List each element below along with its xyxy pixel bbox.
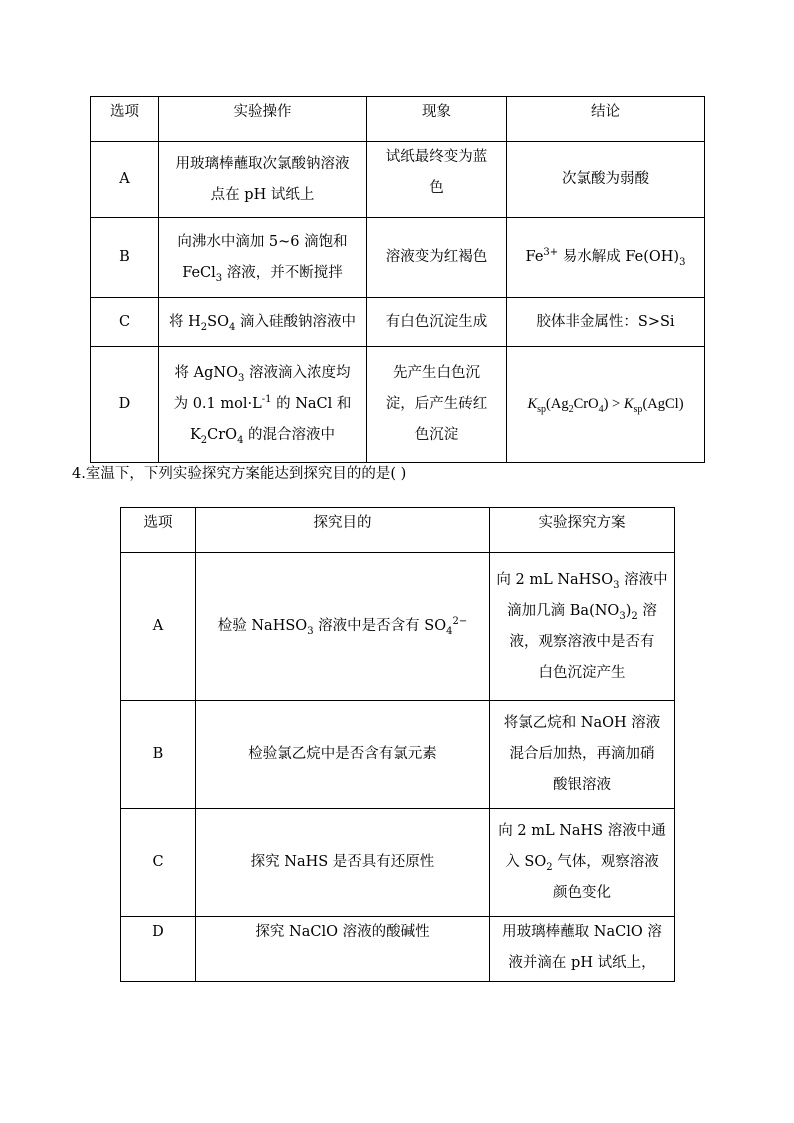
operation-cell: 用玻璃棒蘸取次氯酸钠溶液 点在 pH 试纸上 [159,142,367,218]
table-2 [120,507,675,982]
question-4-text: 4.室温下，下列实验探究方案能达到探究目的的是( ) [72,466,407,482]
table-row [91,218,705,298]
operation-cell: 向沸水中滴加 5~6 滴饱和 FeCl$_3$ 溶液，并不断搅拌 [159,218,367,298]
purpose-cell: 探究 NaClO 溶液的酸碱性 [196,917,490,982]
conclusion-cell: $K_{sp}(Ag_2CrO_4)$ > $K_{sp}(AgCl)$ [507,347,705,463]
table-row [121,917,675,982]
option-cell: D [121,917,196,982]
header-purpose: 探究目的 [196,508,490,553]
header-option: 选项 [91,97,159,142]
table-row [91,347,705,463]
option-cell: D [91,347,159,463]
table-header-row [91,97,705,142]
option-cell: B [91,218,159,298]
plan-cell: 向 2 mL NaHSO$_3$ 溶液中 滴加几滴 $Ba(NO_3)_2$ 溶 液，观察溶液中是否有 白色沉淀产生 [490,553,675,701]
plan-cell: 用玻璃棒蘸取 NaClO 溶 液并滴在 pH 试纸上， [490,917,675,982]
option-cell: A [91,142,159,218]
purpose-cell: 探究 NaHS 是否具有还原性 [196,809,490,917]
table-1 [90,96,705,463]
table-row [121,701,675,809]
phenomenon-cell: 溶液变为红褐色 [367,218,507,298]
operation-cell: 将 AgNO$_3$ 溶液滴入浓度均 为 0.1 $mol\cdot L^{-1}$ 的 NaCl 和 $K_2CrO_4$ 的混合溶液中 [159,347,367,463]
phenomenon-cell: 试纸最终变为蓝 色 [367,142,507,218]
table-row [121,809,675,917]
option-cell: C [121,809,196,917]
purpose-cell: 检验氯乙烷中是否含有氯元素 [196,701,490,809]
table-header-row [121,508,675,553]
option-cell: A [121,553,196,701]
phenomenon-cell: 先产生白色沉 淀，后产生砖红 色沉淀 [367,347,507,463]
table-row [121,553,675,701]
conclusion-cell: 次氯酸为弱酸 [507,142,705,218]
header-operation: 实验操作 [159,97,367,142]
operation-cell: 将 $H_2SO_4$ 滴入硅酸钠溶液中 [159,298,367,347]
header-plan: 实验探究方案 [490,508,675,553]
table-row [91,298,705,347]
header-option: 选项 [121,508,196,553]
plan-cell: 向 2 mL NaHS 溶液中通 入 $SO_2$ 气体，观察溶液 颜色变化 [490,809,675,917]
option-cell: B [121,701,196,809]
header-conclusion: 结论 [507,97,705,142]
option-cell: C [91,298,159,347]
plan-cell: 将氯乙烷和 NaOH 溶液 混合后加热，再滴加硝 酸银溶液 [490,701,675,809]
phenomenon-cell: 有白色沉淀生成 [367,298,507,347]
conclusion-cell: $Fe^{3+}$ 易水解成 $Fe(OH)_3$ [507,218,705,298]
table-row [91,142,705,218]
purpose-cell: 检验 NaHSO$_3$ 溶液中是否含有 $SO_4^{2-}$ [196,553,490,701]
header-phenomenon: 现象 [367,97,507,142]
conclusion-cell: 胶体非金属性：S>Si [507,298,705,347]
